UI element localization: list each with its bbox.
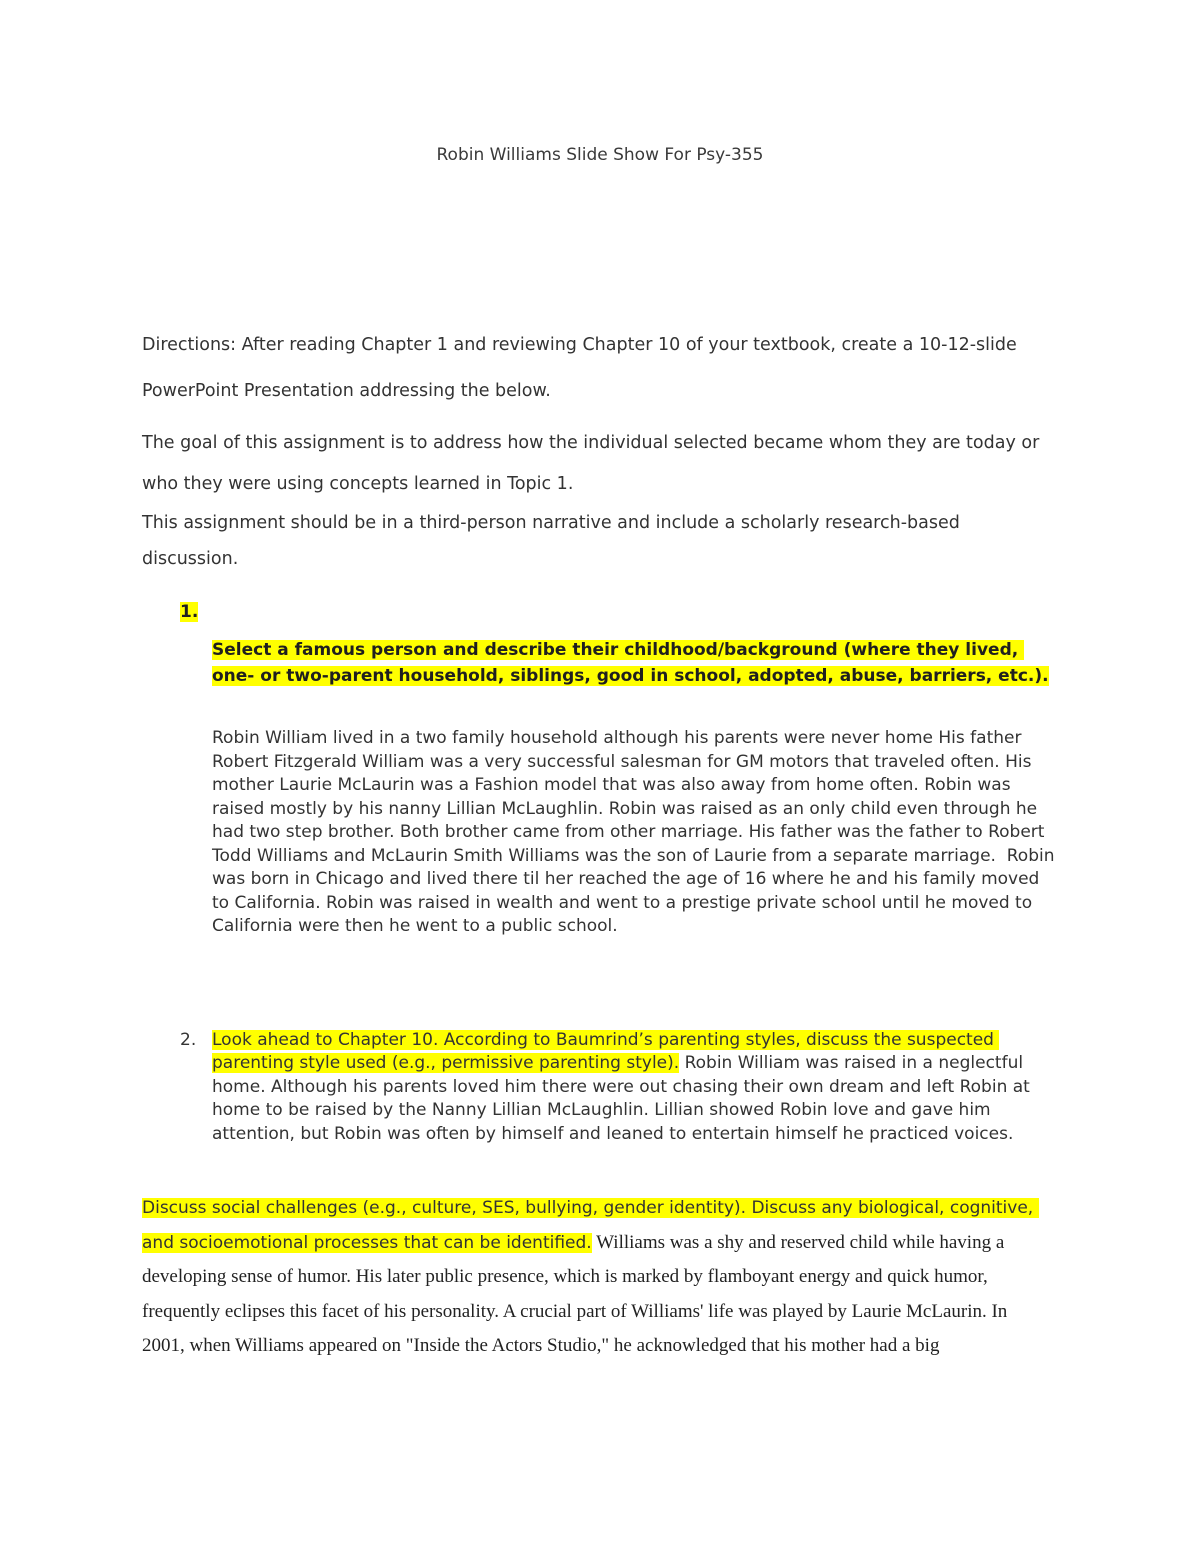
directions-paragraph: Directions: After reading Chapter 1 and reviewing Chapter 10 of your textbook, create a 10-12-slide PowerPoint Presentation addressing the below. <box>142 335 1023 401</box>
list-item-1 <box>142 599 1058 977</box>
list-item-2-content <box>212 1029 1058 1147</box>
closing-prompt-highlighted: Discuss social challenges (e.g., culture, SES, bullying, gender identity). Discuss any biological, cognitive, and socioemotional processes that can be identified. <box>142 1198 1039 1253</box>
numbered-list <box>142 599 1058 1146</box>
list-item-2-answer-text: Robin William was raised in a neglectful home. Although his parents loved him there were out chasing their own dream and left Robin at home to be raised by the Nanny Lillian McLaughlin. Lillian showed Robin love and gave him attention, but Robin was often by himself and leaned to entertain himself he practiced voices. <box>212 1053 1036 1144</box>
closing-answer-text: Williams was a shy and reserved child while having a developing sense of humor. His later public presence, which is marked by flamboyant energy and quick humor, frequently eclipses this facet of his personality. A crucial part of Williams' life was played by Laurie McLaurin. In 2001, when Williams appeared on "Inside the Actors Studio," he acknowledged that his mother had a big <box>142 1231 1013 1356</box>
list-item-2-prompt-highlighted: Look ahead to Chapter 10. According to Baumrind’s parenting styles, discuss the suspected parenting style used (e.g., permissive parenting style). <box>212 1029 1000 1073</box>
goal-paragraph: The goal of this assignment is to address how the individual selected became whom they are today or who they were using concepts learned in Topic 1. <box>142 433 1045 494</box>
list-item-1-number-highlight: 1. <box>180 602 199 622</box>
list-item-1-prompt-highlighted: Select a famous person and describe their childhood/background (where they lived, one- or two-parent household, siblings, good in school, adopted, abuse, barriers, etc.). <box>212 640 1049 686</box>
list-item-2-number: 2. <box>180 1029 197 1050</box>
document-title: Robin Williams Slide Show For Psy-355 <box>436 145 764 165</box>
list-item-2 <box>142 1029 1058 1147</box>
list-item-1-content <box>212 599 1058 977</box>
narrative-paragraph: This assignment should be in a third-person narrative and include a scholarly research-based discussion. <box>142 513 966 569</box>
list-item-1-answer-text: Robin William lived in a two family household although his parents were never home His father Robert Fitzgerald William was a very successful salesman for GM motors that traveled often. His mother Laurie McLaurin was a Fashion model that was also away from home often. Robin was raised mostly by his nanny Lillian McLaughlin. Robin was raised as an only child even through he had two step brother. Both brother came from other marriage. His father was the father to Robert Todd Williams and McLaurin Smith Williams was the son of Laurie from a separate marriage. Robin was born in Chicago and lived there til her reached the age of 16 where he and his family moved to California. Robin was raised in wealth and went to a prestige private school until he moved to California were then he went to a public school. <box>212 728 1060 936</box>
closing-paragraph <box>142 1192 1058 1364</box>
list-item-1-number <box>180 599 212 625</box>
